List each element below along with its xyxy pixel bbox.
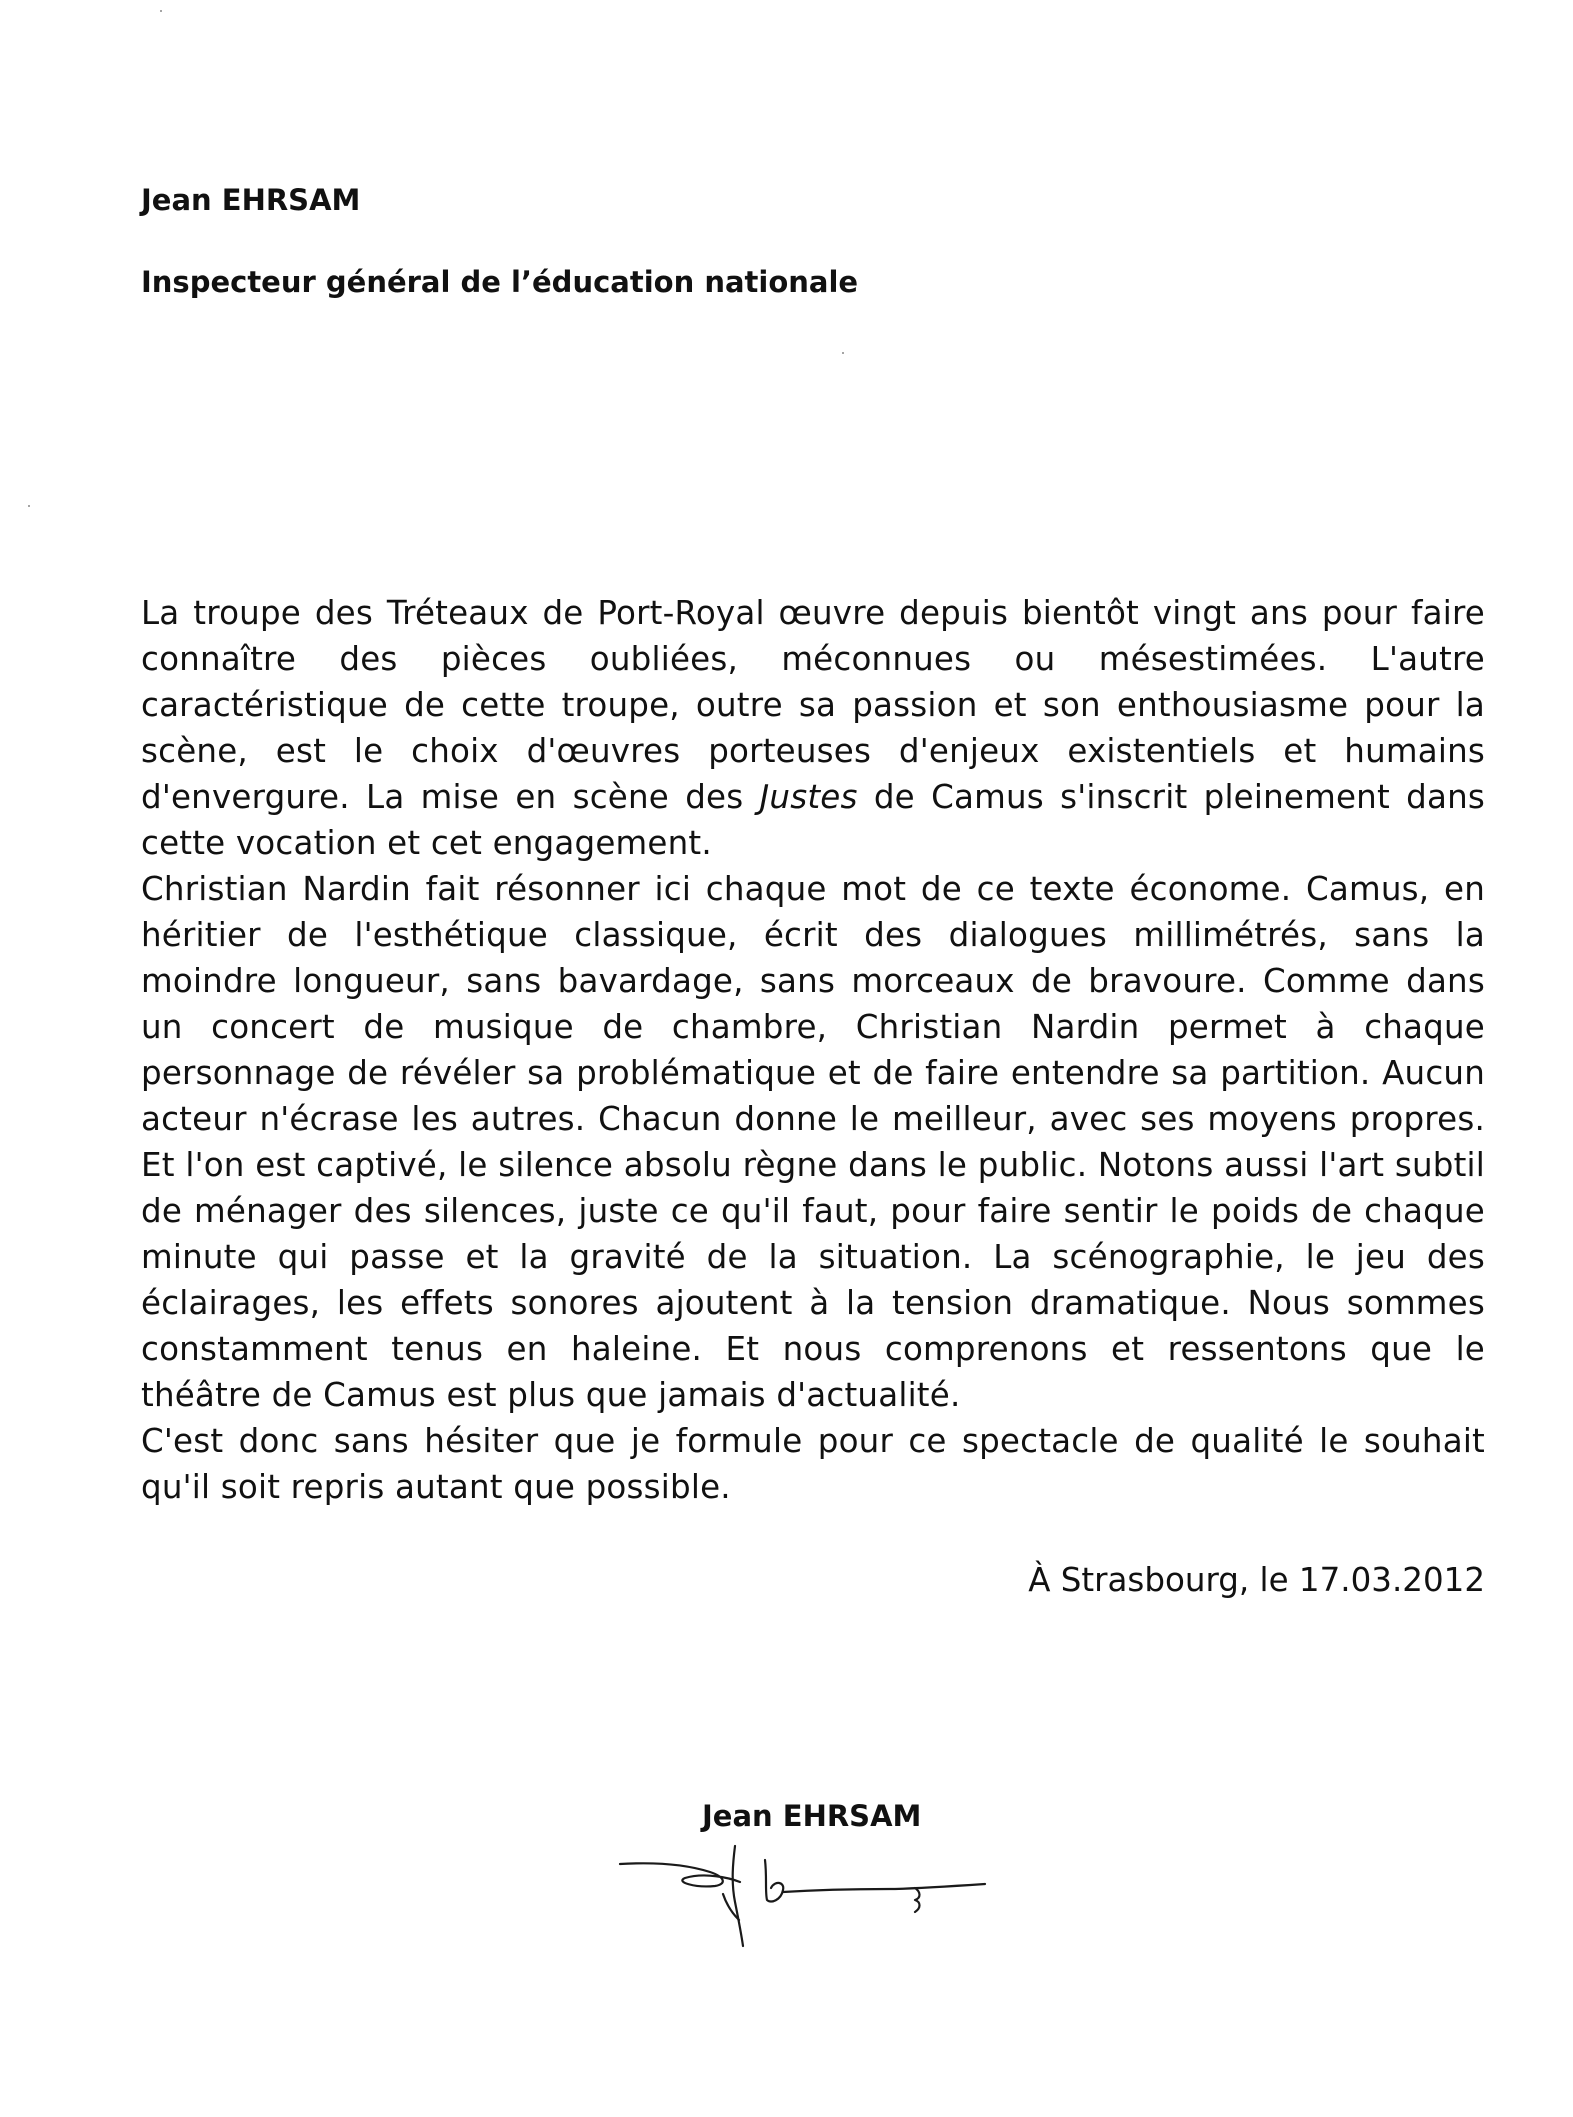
- paragraph-conclusion: C'est donc sans hésiter que je formule pour ce spectacle de qualité le souhait qu'il soit repris autant que possible.: [141, 1422, 1485, 1506]
- paragraph-intro: [141, 590, 1485, 866]
- scan-speck: [842, 352, 844, 354]
- author-name: Jean EHRSAM: [141, 183, 361, 217]
- paragraph-review: Christian Nardin fait résonner ici chaque mot de ce texte économe. Camus, en héritier de l'esthétique classique, écrit des dialogues millimétrés, sans la moindre longueur, sans bavardage, sans morceaux de bravoure. Comme dans un concert de musique de chambre, Christian Nardin permet à chaque personnage de révéler sa problématique et de faire entendre sa partition. Aucun acteur n'écrase les autres. Chacun donne le meilleur, avec ses moyens propres. Et l'on est captivé, le silence absolu règne dans le public. Notons aussi l'art subtil de ménager des silences, juste ce qu'il faut, pour faire sentir le poids de chaque minute qui passe et la gravité de la situation. La scénographie, le jeu des éclairages, les effets sonores ajoutent à la tension dramatique. Nous sommes constamment tenus en haleine. Et nous comprenons et ressentons que le théâtre de Camus est plus que jamais d'actualité.: [141, 870, 1485, 1414]
- letter-body: [141, 590, 1485, 1510]
- author-title: Inspecteur général de l’éducation nationale: [141, 265, 859, 299]
- paragraph-intro-part-b: de Camus s'inscrit pleinement dans cette vocation et cet engagement.: [141, 778, 1486, 862]
- scan-speck: [160, 10, 162, 12]
- signatory-name: Jean EHRSAM: [702, 1799, 922, 1833]
- paragraph-intro-part-a: La troupe des Tréteaux de Port-Royal œuvre depuis bientôt vingt ans pour faire connaître des pièces oubliées, méconnues ou mésestimées. L'autre caractéristique de cette troupe, outre sa passion et son enthousiasme pour la scène, est le choix d'œuvres porteuses d'enjeux existentiels et humains d'envergure. La mise en scène des: [141, 594, 1485, 816]
- handwritten-signature: [615, 1842, 1005, 1952]
- play-title: Justes: [759, 778, 858, 816]
- scan-speck: [28, 505, 30, 507]
- place-and-date: À Strasbourg, le 17.03.2012: [1028, 1561, 1485, 1599]
- letter-header: [141, 180, 1141, 302]
